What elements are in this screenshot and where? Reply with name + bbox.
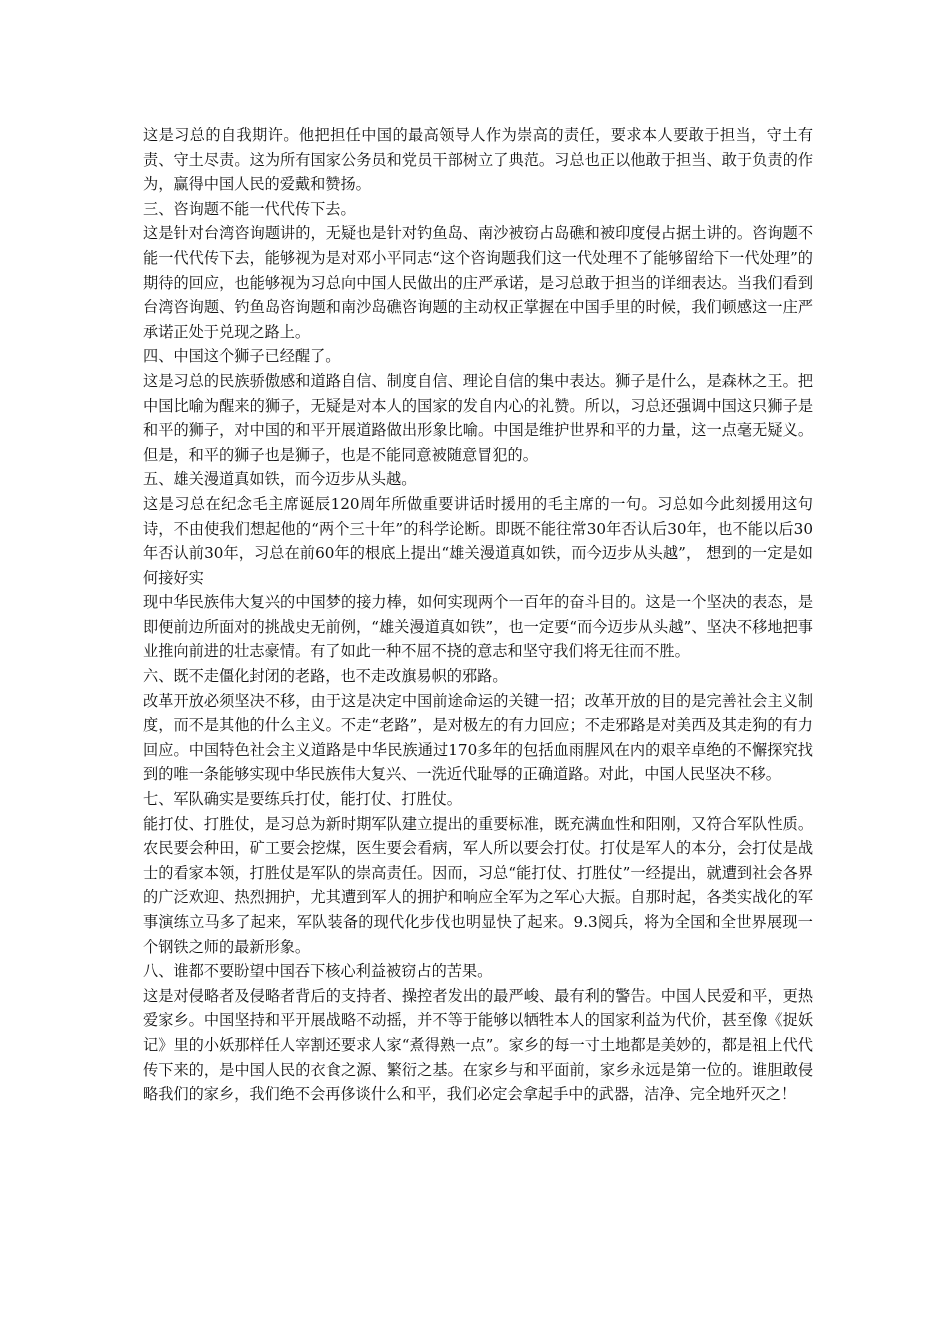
- paragraph-section-6: 改革开放必须坚决不移，由于这是决定中国前途命运的关键一招；改革开放的目的是完善社会主义制度，而不是其他的什么主义。不走“老路”，是对极左的有力回应；不走邪路是对美西及其走狗的有力回应。中国特色社会主义道路是中华民族通过170多年的包括血雨腥风在内的艰辛卓绝的不懈探究找到的唯一条能够实现中华民族伟大复兴、一洗近代耻辱的正确道路。对此，中国人民坚决不移。: [143, 691, 813, 784]
- paragraph-section-8: 这是对侵略者及侵略者背后的支持者、操控者发出的最严峻、最有利的警告。中国人民爱和平，更热爱家乡。中国坚持和平开展战略不动摇，并不等于能够以牺牲本人的国家利益为代价，甚至像《捉妖记》里的小妖那样任人宰割还要求人家“煮得熟一点”。家乡的每一寸土地都是美妙的，都是祖上代代传下来的，是中国人民的衣食之源、繁衍之基。在家乡与和平面前，家乡永远是第一位的。谁胆敢侵略我们的家乡，我们绝不会再侈谈什么和平，我们必定会拿起手中的武器，洁净、完全地歼灭之！: [143, 986, 813, 1104]
- paragraph-section-5a: 这是习总在纪念毛主席诞辰120周年所做重要讲话时援用的毛主席的一句。习总如今此刻援用这句诗，不由使我们想起他的“两个三十年”的科学论断。即既不能往常30年否认后30年，也不能以后30年否认前30年，习总在前60年的根底上提出“雄关漫道真如铁，而今迈步从头越”， 想到的一定是如何接好实: [143, 494, 813, 587]
- paragraph-section-4: 这是习总的民族骄傲感和道路自信、制度自信、理论自信的集中表达。狮子是什么，是森林之王。把中国比喻为醒来的狮子，无疑是对本人的国家的发自内心的礼赞。所以，习总还强调中国这只狮子是和平的狮子，对中国的和平开展道路做出形象比喻。中国是维护世界和平的力量，这一点毫无疑义。但是，和平的狮子也是狮子，也是不能同意被随意冒犯的。: [143, 371, 813, 464]
- paragraph-self-expectation: 这是习总的自我期许。他把担任中国的最高领导人作为崇高的责任，要求本人要敢于担当，守土有责、守土尽责。这为所有国家公务员和党员干部树立了典范。习总也正以他敢于担当、敢于负责的作为，赢得中国人民的爱戴和赞扬。: [143, 126, 813, 194]
- paragraph-section-7: 能打仗、打胜仗，是习总为新时期军队建立提出的重要标准，既充满血性和阳刚，又符合军队性质。农民要会种田，矿工要会挖煤，医生要会看病，军人所以要会打仗。打仗是军人的本分，会打仗是战士的看家本领，打胜仗是军队的崇高责任。因而，习总“能打仗、打胜仗”一经提出，就遭到社会各界的广泛欢迎、热烈拥护，尤其遭到军人的拥护和响应全军为之军心大振。自那时起，各类实战化的军事演练立马多了起来，军队装备的现代化步伐也明显快了起来。9.3阅兵，将为全国和全世界展现一个钢铁之师的最新形象。: [143, 814, 813, 956]
- section-heading-4: 四、中国这个狮子已经醒了。: [143, 347, 341, 366]
- document-page: [143, 123, 813, 1107]
- paragraph-section-3: 这是针对台湾咨询题讲的，无疑也是针对钓鱼岛、南沙被窃占岛礁和被印度侵占据土讲的。咨询题不能一代代传下去，能够视为是对邓小平同志“这个咨询题我们这一代处理不了能够留给下一代处理”的期待的回应，也能够视为习总向中国人民做出的庄严承诺，是习总敢于担当的详细表达。当我们看到台湾咨询题、钓鱼岛咨询题和南沙岛礁咨询题的主动权正掌握在中国手里的时候，我们顿感这一庄严承诺正处于兑现之路上。: [143, 224, 813, 341]
- section-heading-5: 五、雄关漫道真如铁，而今迈步从头越。: [143, 470, 417, 489]
- paragraph-section-5b: 现中华民族伟大复兴的中国梦的接力棒，如何实现两个一百年的奋斗目的。这是一个坚决的表态，是即便前边所面对的挑战史无前例，“雄关漫道真如铁”，也一定要“而今迈步从头越”、坚决不移地把事业推向前进的壮志豪情。有了如此一种不屈不挠的意志和坚守我们将无往而不胜。: [143, 593, 813, 661]
- section-heading-3: 三、咨询题不能一代代传下去。: [143, 199, 356, 218]
- section-heading-7: 七、军队确实是要练兵打仗，能打仗、打胜仗。: [143, 790, 462, 809]
- section-heading-8: 八、谁都不要盼望中国吞下核心利益被窃占的苦果。: [143, 962, 493, 981]
- section-heading-6: 六、既不走僵化封闭的老路，也不走改旗易帜的邪路。: [143, 667, 508, 686]
